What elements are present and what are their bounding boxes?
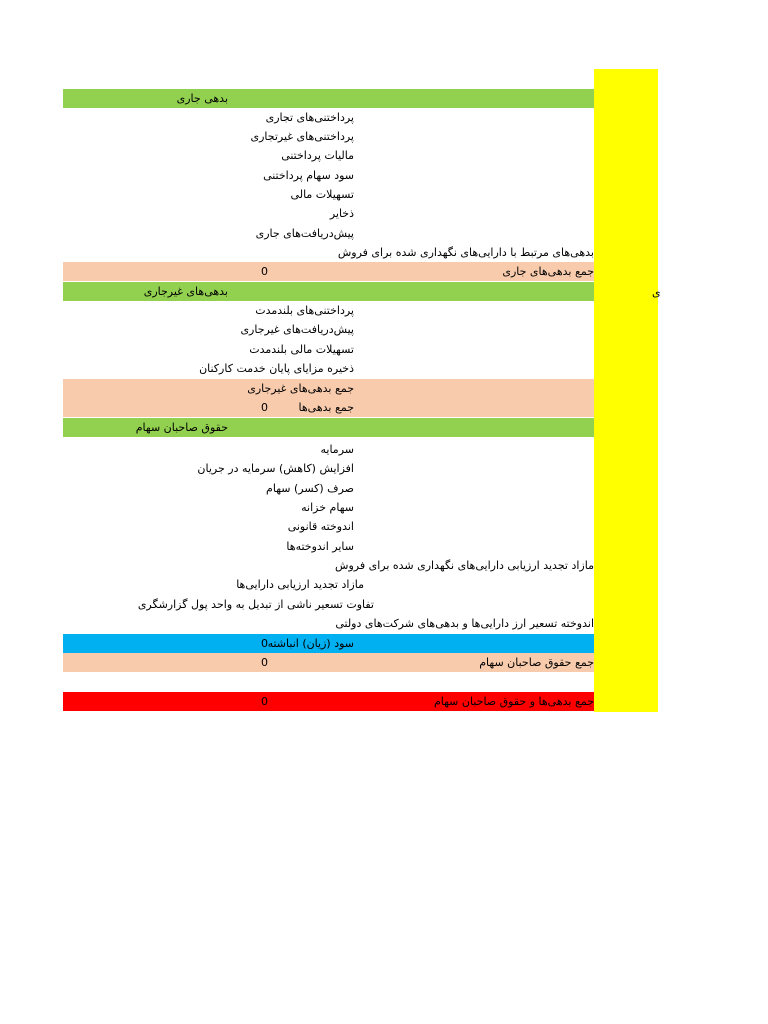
item-label: تسهیلات مالی بلندمدت <box>249 343 354 356</box>
line-item[interactable] <box>63 320 594 339</box>
item-label: پرداختنی‌های تجاری <box>265 111 354 124</box>
item-label: مازاد تجدید ارزیابی دارایی‌های نگهداری شده برای فروش <box>335 559 594 572</box>
total-equity[interactable] <box>63 653 594 672</box>
section-noncurrent-liabilities[interactable] <box>63 282 594 301</box>
line-item[interactable] <box>63 340 594 359</box>
total-value: 0 <box>261 656 268 669</box>
item-label: تفاوت تسعیر ناشی از تبدیل به واحد پول گزارشگری <box>137 598 374 611</box>
total-current-liabilities[interactable] <box>63 262 594 281</box>
line-item[interactable] <box>63 224 594 243</box>
item-label: سرمایه <box>320 443 354 456</box>
item-label: افزایش (کاهش) سرمایه در جریان <box>197 462 354 475</box>
item-label: پرداختنی‌های غیرتجاری <box>250 130 354 143</box>
item-label: اندوخته قانونی <box>287 520 354 533</box>
item-label: سود سهام پرداختنی <box>263 169 354 182</box>
line-item[interactable] <box>63 440 594 459</box>
line-item[interactable] <box>63 614 594 633</box>
item-label: مالیات پرداختنی <box>281 149 354 162</box>
item-label: مازاد تجدید ارزیابی دارایی‌ها <box>236 578 364 591</box>
line-item[interactable] <box>63 166 594 185</box>
total-noncurrent-liabilities[interactable] <box>63 379 594 398</box>
item-label: ذخایر <box>329 207 354 220</box>
item-label: ذخیره مزایای پایان خدمت کارکنان <box>199 362 354 375</box>
section-label: بدهی‌های غیرجاری <box>143 285 228 298</box>
line-item[interactable] <box>63 301 594 320</box>
total-label: جمع حقوق صاحبان سهام <box>479 656 594 669</box>
line-item[interactable] <box>63 498 594 517</box>
line-item[interactable] <box>63 479 594 498</box>
item-label: اندوخته تسعیر ارز دارایی‌ها و بدهی‌های شرکت‌های دولتی <box>335 617 594 630</box>
section-current-liabilities[interactable] <box>63 89 594 108</box>
side-glyph: ی <box>652 286 661 299</box>
total-label: جمع بدهی‌ها <box>298 401 354 414</box>
line-item[interactable] <box>63 108 594 127</box>
total-label: جمع بدهی‌های جاری <box>502 265 594 278</box>
total-value: 0 <box>261 401 268 414</box>
line-item[interactable] <box>63 185 594 204</box>
item-label: صرف (کسر) سهام <box>266 482 354 495</box>
total-liabilities[interactable] <box>63 398 594 417</box>
section-label: حقوق صاحبان سهام <box>135 421 228 434</box>
retained-earnings-value: 0 <box>261 637 268 650</box>
total-value: 0 <box>261 265 268 278</box>
item-label: پیش‌دریافت‌های جاری <box>255 227 354 240</box>
retained-earnings-row[interactable] <box>63 634 594 653</box>
grand-total[interactable] <box>63 692 594 711</box>
line-item[interactable] <box>63 127 594 146</box>
section-label: بدهی جاری <box>176 92 228 105</box>
item-label: پیش‌دریافت‌های غیرجاری <box>240 323 354 336</box>
line-item[interactable] <box>63 243 594 262</box>
grand-total-value: 0 <box>261 695 268 708</box>
item-label: سایر اندوخته‌ها <box>286 540 354 553</box>
line-item[interactable] <box>63 359 594 378</box>
item-label: تسهیلات مالی <box>290 188 354 201</box>
line-item[interactable] <box>63 459 594 478</box>
item-label: بدهی‌های مرتبط با دارایی‌های نگهداری شده برای فروش <box>337 246 594 259</box>
line-item[interactable] <box>63 204 594 223</box>
line-item[interactable] <box>63 556 594 575</box>
line-item[interactable] <box>63 575 594 594</box>
line-item[interactable] <box>63 146 594 165</box>
item-label: سهام خزانه <box>301 501 354 514</box>
retained-earnings-label: سود (زیان) انباشته <box>267 637 354 650</box>
highlight-column <box>594 69 658 712</box>
grand-total-label: جمع بدهی‌ها و حقوق صاحبان سهام <box>433 695 594 708</box>
line-item[interactable] <box>63 517 594 536</box>
section-equity[interactable] <box>63 418 594 437</box>
total-label: جمع بدهی‌های غیرجاری <box>247 382 354 395</box>
line-item[interactable] <box>63 537 594 556</box>
item-label: پرداختنی‌های بلندمدت <box>255 304 354 317</box>
line-item[interactable] <box>63 595 594 614</box>
